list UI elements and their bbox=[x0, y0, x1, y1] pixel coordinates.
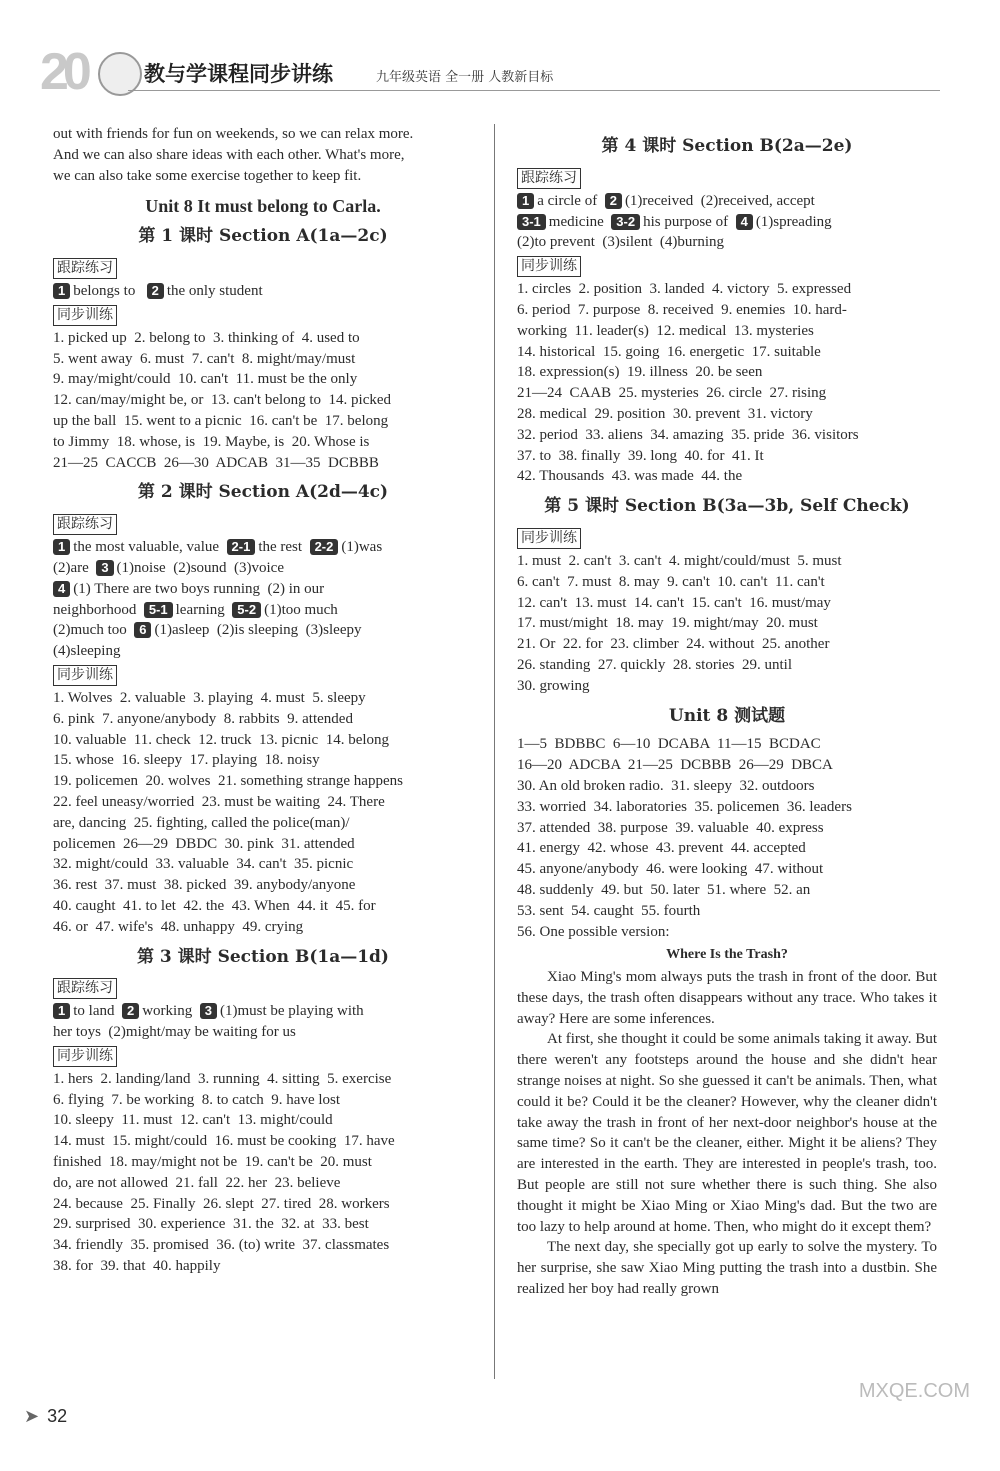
answer-line: up the ball 15. went to a picnic 16. can't be 17. belong bbox=[53, 412, 389, 429]
lesson-title: 第 3 课时 Section B(1a—1d) bbox=[137, 946, 389, 967]
answer-block bbox=[53, 688, 473, 938]
answer-line: 1. hers 2. landing/land 3. running 4. sitting 5. exercise bbox=[53, 1070, 392, 1087]
answer-line: 1 belongs to 2 the only student bbox=[53, 281, 473, 302]
section-box-sync: 同步训练 bbox=[53, 1046, 117, 1067]
answer-line: 17. must/might 18. may 19. might/may 20. must bbox=[517, 615, 818, 632]
question-tag: 3 bbox=[200, 1003, 217, 1019]
question-tag: 4 bbox=[736, 214, 753, 230]
arrow-icon: ➤ bbox=[24, 1406, 40, 1426]
answer-block bbox=[517, 279, 937, 487]
question-tag: 1 bbox=[53, 1003, 70, 1019]
book-subtitle: 九年级英语 全一册 人教新目标 bbox=[376, 70, 554, 85]
test-title: Unit 8 测试题 bbox=[668, 705, 786, 726]
question-tag: 3-1 bbox=[517, 214, 546, 230]
answer-line: 30. An old broken radio. 31. sleepy 32. outdoors bbox=[517, 777, 815, 794]
section-box-sync: 同步训练 bbox=[517, 256, 581, 277]
answer-line: 1. circles 2. position 3. landed 4. victory 5. expressed bbox=[517, 281, 852, 298]
question-tag: 1 bbox=[53, 283, 70, 299]
answer-line: (4)sleeping bbox=[53, 643, 121, 660]
answer-line: 6. period 7. purpose 8. received 9. enemies 10. hard- bbox=[517, 301, 847, 318]
essay-paragraph: Xiao Ming's mom always puts the trash in front of the door. But these days, the trash often disappears without any trace. Who takes it away? Here are some inferences. bbox=[517, 969, 937, 1027]
question-tag: 6 bbox=[134, 622, 151, 638]
answer-line: 3-1 medicine 3-2 his purpose of 4 (1)spreading bbox=[517, 212, 937, 233]
watermark: MXQE.COM bbox=[858, 1380, 970, 1402]
answer-line: 14. historical 15. going 16. energetic 17. suitable bbox=[517, 343, 821, 360]
answer-line: working 11. leader(s) 12. medical 13. mysteries bbox=[517, 322, 814, 339]
answer-line: 26. standing 27. quickly 28. stories 29. until bbox=[517, 656, 792, 673]
answer-line: 1. must 2. can't 3. can't 4. might/could/must 5. must bbox=[517, 552, 842, 569]
answer-line: 33. worried 34. laboratories 35. policemen 36. leaders bbox=[517, 798, 852, 815]
answer-line: 37. attended 38. purpose 39. valuable 40. express bbox=[517, 819, 824, 836]
answer-line: 32. might/could 33. valuable 34. can't 35. picnic bbox=[53, 856, 354, 873]
answer-line: 1 to land 2 working 3 (1)must be playing with bbox=[53, 1001, 473, 1022]
answer-line: 48. suddenly 49. but 50. later 51. where 52. an bbox=[517, 881, 811, 898]
answer-line: 6. pink 7. anyone/anybody 8. rabbits 9. attended bbox=[53, 710, 353, 727]
answer-line: policemen 26—29 DBDC 30. pink 31. attended bbox=[53, 835, 355, 852]
left-column bbox=[53, 124, 473, 1277]
brand-title: 教与学课程同步讲练 bbox=[144, 62, 333, 86]
answer-line: 28. medical 29. position 30. prevent 31. victory bbox=[517, 405, 813, 422]
answer-line: 4 (1) There are two boys running (2) in our bbox=[53, 579, 473, 600]
question-tag: 1 bbox=[517, 193, 534, 209]
answer-line: 9. may/might/could 10. can't 11. must be the only bbox=[53, 371, 358, 388]
page-header bbox=[40, 40, 940, 102]
answer-line: 40. caught 41. to let 42. the 43. When 44. it 45. for bbox=[53, 897, 376, 914]
answer-line: 56. One possible version: bbox=[517, 923, 670, 940]
answer-line: 1. picked up 2. belong to 3. thinking of 4. used to bbox=[53, 329, 360, 346]
answer-line: 45. anyone/anybody 46. were looking 47. without bbox=[517, 861, 824, 878]
answer-line: neighborhood 5-1 learning 5-2 (1)too much bbox=[53, 601, 338, 618]
question-tag: 2-1 bbox=[227, 539, 256, 555]
essay-title: Where Is the Trash? bbox=[666, 947, 788, 963]
answer-line: 16—20 ADCBA 21—25 DCBBB 26—29 DBCA bbox=[517, 757, 833, 774]
section-box-sync: 同步训练 bbox=[53, 305, 117, 326]
answer-line: 18. expression(s) 19. illness 20. be seen bbox=[517, 364, 763, 381]
question-tag: 2 bbox=[605, 193, 622, 209]
answer-line: 10. valuable 11. check 12. truck 13. picnic 14. belong bbox=[53, 731, 390, 748]
section-box-sync: 同步训练 bbox=[517, 528, 581, 549]
answer-line: 36. rest 37. must 38. picked 39. anybody/anyone bbox=[53, 877, 356, 894]
answer-line: 21—25 CACCB 26—30 ADCAB 31—35 DCBBB bbox=[53, 454, 379, 471]
question-tag: 5-2 bbox=[232, 602, 261, 618]
answer-line: 38. for 39. that 40. happily bbox=[53, 1258, 221, 1275]
answer-line: 15. whose 16. sleepy 17. playing 18. noisy bbox=[53, 752, 320, 769]
answer-line: 41. energy 42. whose 43. prevent 44. accepted bbox=[517, 840, 806, 857]
answer-line: 21. Or 22. for 23. climber 24. without 25. another bbox=[517, 636, 830, 653]
answer-line: 32. period 33. aliens 34. amazing 35. pride 36. visitors bbox=[517, 426, 859, 443]
answer-line: 1—5 BDBBC 6—10 DCABA 11—15 BCDAC bbox=[517, 736, 821, 753]
intro-line: out with friends for fun on weekends, so we can relax more. bbox=[53, 126, 414, 142]
right-column bbox=[517, 136, 937, 1300]
section-box-tracking: 跟踪练习 bbox=[53, 978, 117, 999]
answer-line: 10. sleepy 11. must 12. can't 13. might/could bbox=[53, 1112, 333, 1129]
question-tag: 2 bbox=[147, 283, 164, 299]
answer-line: 12. can't 13. must 14. can't 15. can't 16. must/may bbox=[517, 594, 831, 611]
answer-block bbox=[53, 328, 473, 474]
answer-line: (2)much too 6 (1)asleep (2)is sleeping (3)sleepy bbox=[53, 622, 362, 639]
question-tag: 4 bbox=[53, 581, 70, 597]
section-box-sync: 同步训练 bbox=[53, 665, 117, 686]
unit-title: Unit 8 It must belong to Carla. bbox=[145, 196, 381, 217]
answer-line: 37. to 38. finally 39. long 40. for 41. It bbox=[517, 447, 764, 464]
answer-line: 12. can/may/might be, or 13. can't belong to 14. picked bbox=[53, 392, 392, 409]
header-rule bbox=[128, 90, 940, 91]
answer-line: 53. sent 54. caught 55. fourth bbox=[517, 902, 701, 919]
answer-line: 22. feel uneasy/worried 23. must be waiting 24. There bbox=[53, 793, 385, 810]
answer-block bbox=[53, 1069, 473, 1277]
essay bbox=[517, 967, 937, 1300]
answer-line: 6. flying 7. be working 8. to catch 9. have lost bbox=[53, 1091, 341, 1108]
essay-paragraph: At first, she thought it could be some animals taking it away. But there weren't any footsteps around the house and she didn't hear strange noises at night. So she guessed it can't be animals. Then, what could it be? Could it be the cleaner? However, why the cleaner didn't take away the trash in front of her next-door neighbor's house at the same time? So it can't be the cleaner, either. Might it be aliens? They are interested in the earth. They are interested in people's trash, too. But people are still not sure whether there is such thing. She also thought it might be Xiao Ming or Xiao Ming's dad. But the two are too lazy to help around at home. Then, who might do it except them? bbox=[517, 1031, 937, 1235]
answer-line: (2)are 3 (1)noise (2)sound (3)voice bbox=[53, 559, 285, 576]
essay-paragraph: The next day, she specially got up early to solve the mystery. To her surprise, she saw Xiao Ming putting the trash into a dustbin. She realized her boy had really grown bbox=[517, 1239, 937, 1298]
answer-line: 14. must 15. might/could 16. must be cooking 17. have bbox=[53, 1133, 395, 1150]
page-number: ➤ 32 bbox=[24, 1406, 68, 1426]
answer-line: her toys (2)might/may be waiting for us bbox=[53, 1024, 296, 1041]
answer-line: are, dancing 25. fighting, called the police(man)/ bbox=[53, 814, 350, 831]
answer-line: to Jimmy 18. whose, is 19. Maybe, is 20. Whose is bbox=[53, 433, 370, 450]
answer-block bbox=[517, 551, 937, 697]
answer-line: 1. Wolves 2. valuable 3. playing 4. must 5. sleepy bbox=[53, 689, 366, 706]
answer-line: 24. because 25. Finally 26. slept 27. tired 28. workers bbox=[53, 1195, 390, 1212]
answer-line: 29. surprised 30. experience 31. the 32. at 33. best bbox=[53, 1216, 369, 1233]
intro-line: And we can also share ideas with each other. What's more, bbox=[53, 146, 405, 163]
answer-line: 1 a circle of 2 (1)received (2)received, accept bbox=[517, 191, 937, 212]
question-tag: 1 bbox=[53, 539, 70, 555]
section-box-tracking: 跟踪练习 bbox=[53, 258, 117, 279]
lesson-title: 第 4 课时 Section B(2a—2e) bbox=[601, 136, 853, 156]
section-box-tracking: 跟踪练习 bbox=[517, 168, 581, 189]
answer-line: 42. Thousands 43. was made 44. the bbox=[517, 468, 743, 485]
question-tag: 2-2 bbox=[310, 539, 339, 555]
question-tag: 5-1 bbox=[144, 602, 173, 618]
answer-line: 1 the most valuable, value 2-1 the rest 2-2 (1)was bbox=[53, 537, 473, 558]
question-tag: 3-2 bbox=[611, 214, 640, 230]
answer-line: 46. or 47. wife's 48. unhappy 49. crying bbox=[53, 918, 304, 935]
column-divider bbox=[494, 124, 495, 1379]
question-tag: 2 bbox=[122, 1003, 139, 1019]
lesson-title: 第 5 课时 Section B(3a—3b, Self Check) bbox=[544, 496, 910, 517]
answer-line: 30. growing bbox=[517, 677, 590, 694]
intro-line: we can also take some exercise together to keep fit. bbox=[53, 167, 362, 184]
answer-line: 5. went away 6. must 7. can't 8. might/may/must bbox=[53, 350, 356, 367]
question-tag: 3 bbox=[96, 560, 113, 576]
lesson-title: 第 1 课时 Section A(1a—2c) bbox=[138, 226, 388, 247]
section-box-tracking: 跟踪练习 bbox=[53, 514, 117, 535]
answer-line: do, are not allowed 21. fall 22. her 23. believe bbox=[53, 1174, 341, 1191]
answer-line: 19. policemen 20. wolves 21. something strange happens bbox=[53, 773, 403, 790]
answer-block bbox=[517, 734, 937, 942]
answer-line: 21—24 CAAB 25. mysteries 26. circle 27. rising bbox=[517, 385, 827, 402]
lesson-title: 第 2 课时 Section A(2d—4c) bbox=[137, 482, 389, 503]
logo-20-icon: 20 bbox=[40, 43, 86, 101]
answer-line: (2)to prevent (3)silent (4)burning bbox=[517, 234, 725, 251]
answer-line: 34. friendly 35. promised 36. (to) write 37. classmates bbox=[53, 1237, 390, 1254]
answer-line: 6. can't 7. must 8. may 9. can't 10. can't 11. can't bbox=[517, 573, 825, 590]
answer-line: finished 18. may/might not be 19. can't be 20. must bbox=[53, 1154, 372, 1171]
